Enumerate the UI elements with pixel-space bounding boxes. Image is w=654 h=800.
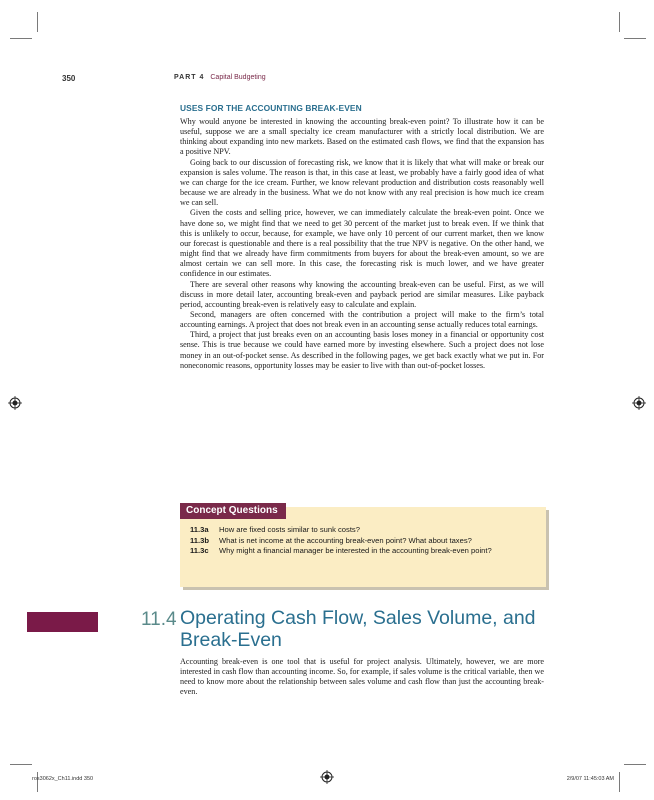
crop-mark xyxy=(619,12,620,32)
section-number: 11.4 xyxy=(141,609,177,630)
question-list xyxy=(190,525,536,557)
section-marker-bar xyxy=(27,612,98,632)
registration-mark-icon xyxy=(632,396,646,410)
crop-mark xyxy=(37,772,38,792)
footer-filename: ros3062x_Ch11.indd 350 xyxy=(32,776,94,782)
paragraph: Given the costs and selling price, however, we can immediately calculate the break-even point. Once we have done so, we might find that we need to get 30 percent of the market just to break even. If we think that this is unlikely to occur, because, for example, we have only 10 percent of our current market, then we know our forecast is questionable and there is a real possibility that the true NPV is negative. On the other hand, we might find that we already have firm commitments from buyers for about the break-even amount, so we are almost certain we can sell more. In this case, the forecasting risk is much lower, and we have greater confidence in our estimates. xyxy=(180,208,544,279)
crop-mark xyxy=(10,38,32,39)
crop-mark xyxy=(10,764,32,765)
footer-timestamp: 2/9/07 11:45:03 AM xyxy=(566,776,614,782)
question-number: 11.3b xyxy=(190,535,209,545)
registration-mark-icon xyxy=(320,770,334,784)
question-number: 11.3c xyxy=(190,546,209,555)
paragraph: Third, a project that just breaks even on an accounting basis loses money in a financial or opportunity cost sense. This is true because we could have earned more by investing elsewhere. Such a project does not lose money in an out-of-pocket sense. As described in the following pages, we get back exactly what we put in. For noneconomic reasons, opportunity losses may be easier to live with than out-of-pocket losses. xyxy=(180,330,544,370)
question-text: What is net income at the accounting break-even point? What about taxes? xyxy=(219,535,472,545)
paragraph: Second, managers are often concerned with the contribution a project will make to the firm’s total accounting earnings. A project that does not break even in an accounting sense actually reduces total earnings. xyxy=(180,309,544,330)
paragraph: Going back to our discussion of forecasting risk, we know that it is likely that what will make or break our expansion is sales volume. The reason is that, in this case at least, we probably have a fairly good idea of what we can charge for the ice cream. Further, we know relevant production and distribution costs reasonably well because we are already in the business. What we do not know with any real precision is how much ice cream we can sell. xyxy=(180,157,544,208)
running-header xyxy=(174,74,266,81)
part-title: Capital Budgeting xyxy=(210,74,266,81)
section-body: Accounting break-even is one tool that is useful for project analysis. Ultimately, however, we are more interested in cash flow than accounting income. So, for example, if sales volume is the critical variable, then we need to know more about the relationship between sales volume and cash flow than just the accounting break-even. xyxy=(180,657,544,697)
body-text xyxy=(180,117,544,371)
page-number: 350 xyxy=(62,74,76,83)
crop-mark xyxy=(37,12,38,32)
crop-mark xyxy=(624,764,646,765)
paragraph: Why would anyone be interested in knowing the accounting break-even point? To illustrate how it can be useful, suppose we are a small specialty ice cream manufacturer with a strictly local distribution. We are thinking about expanding into new markets. Based on the estimated cash flows, we find that the expansion has a positive NPV. xyxy=(180,117,544,157)
question-text: Why might a financial manager be interested in the accounting break-even point? xyxy=(219,546,492,555)
paragraph: There are several other reasons why knowing the accounting break-even can be useful. First, as we will discuss in more detail later, accounting break-even and payback period are similar measures. Like payback period, accounting break-even is relatively easy to calculate and explain. xyxy=(180,279,544,309)
question-item xyxy=(190,546,536,557)
part-label: PART 4 xyxy=(174,74,205,81)
question-item xyxy=(190,536,536,547)
crop-mark xyxy=(624,38,646,39)
question-item xyxy=(190,525,536,536)
question-number: 11.3a xyxy=(190,525,209,534)
crop-mark xyxy=(619,772,620,792)
section-heading: USES FOR THE ACCOUNTING BREAK-EVEN xyxy=(180,103,362,113)
registration-mark-icon xyxy=(8,396,22,410)
concept-questions-title: Concept Questions xyxy=(180,503,286,519)
concept-questions-box xyxy=(180,507,546,587)
section-title: Operating Cash Flow, Sales Volume, and Break-Even xyxy=(180,607,536,651)
question-text: How are fixed costs similar to sunk costs? xyxy=(219,525,360,534)
